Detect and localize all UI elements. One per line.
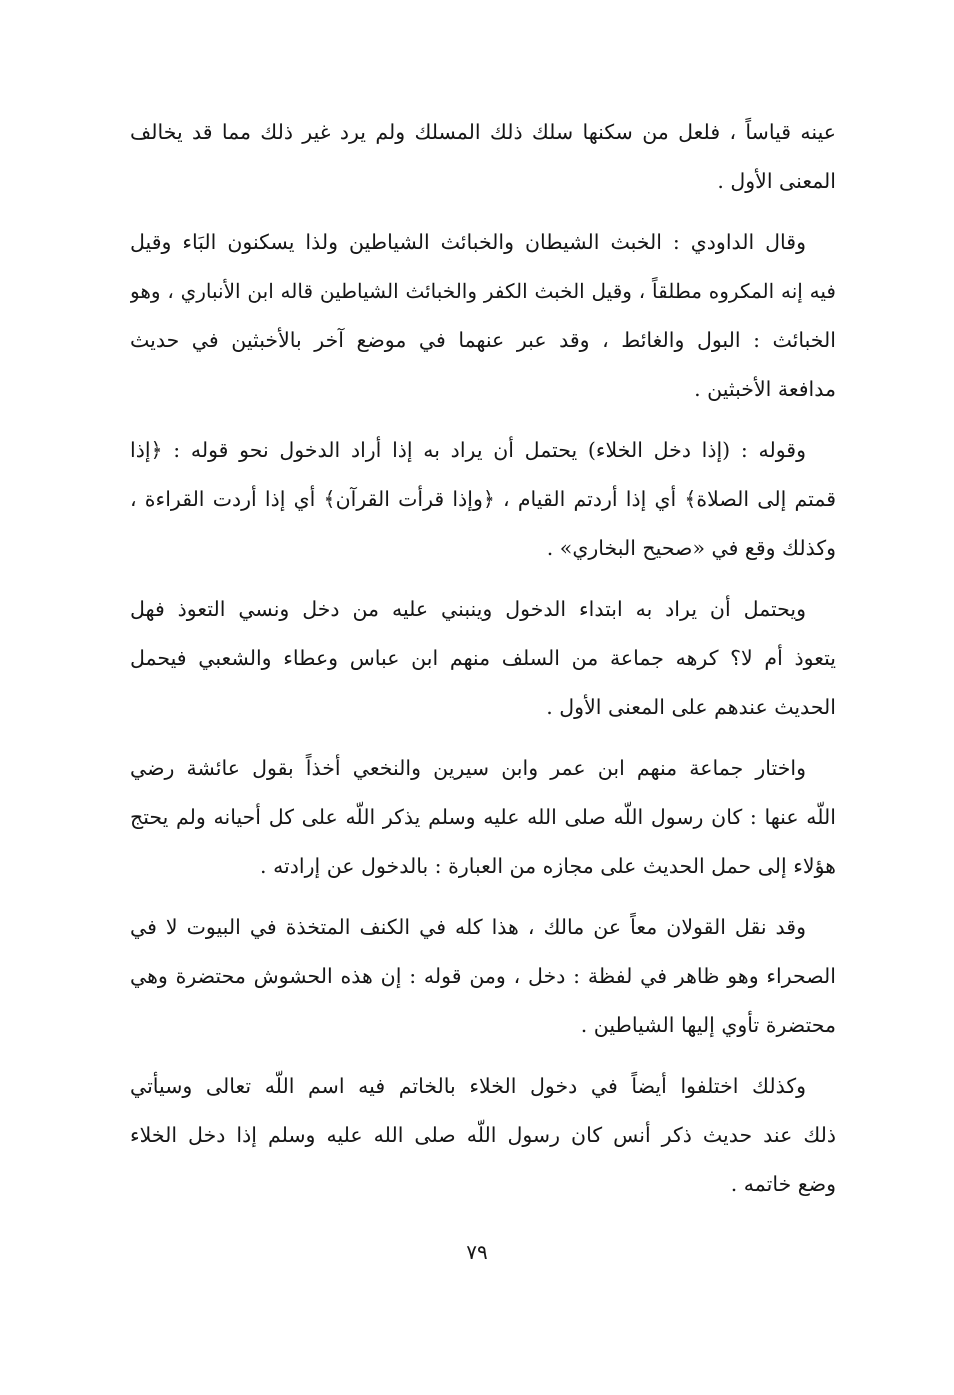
paragraph-6 (130, 903, 836, 1050)
page-number: ٧٩ (466, 1240, 488, 1264)
text-line: المعنى الأول . (717, 169, 836, 193)
text-line: فيه إنه المكروه مطلقاً ، وقيل الخبث الكفر والخبائث الشياطين قاله ابن الأنباري ، وهو (130, 279, 836, 303)
text-line: الحديث عندهم على المعنى الأول . (546, 695, 836, 719)
text-line: اللّه عنها : كان رسول اللّه صلى الله عليه وسلم يذكر اللّه على كل أحيانه ولم يحتج (130, 805, 836, 829)
text-line: محتضرة تأوي إليها الشياطين . (580, 1013, 836, 1037)
text-line: عينه قياساً ، فلعل من سكنها سلك ذلك المسلك ولم يرد غير ذلك مما قد يخالف (130, 120, 836, 144)
text-line: هؤلاء إلى حمل الحديث على مجازه من العبارة : بالدخول عن إرادته . (260, 854, 836, 878)
body-text (130, 108, 836, 1221)
paragraph-3 (130, 426, 836, 573)
paragraph-7 (130, 1062, 836, 1209)
text-line: وكذلك وقع في «صحيح البخاري» . (546, 536, 836, 560)
text-line: قمتم إلى الصلاة﴾ أي إذا أردتم القيام ، ﴿وإذا قرأت القرآن﴾ أي إذا أردت القراءة ، (130, 487, 836, 511)
text-line: وقال الداودي : الخبث الشيطان والخبائث الشياطين ولذا يسكنون البَاء وقيل (130, 230, 806, 254)
text-line: وضع خاتمه . (730, 1172, 836, 1196)
paragraph-4 (130, 585, 836, 732)
text-line: وكذلك اختلفوا أيضاً في دخول الخلاء بالخاتم فيه اسم اللّه تعالى وسيأتي (130, 1074, 806, 1098)
text-line: واختار جماعة منهم ابن عمر وابن سيرين والنخعي أخذاً بقول عائشة رضي (130, 756, 806, 780)
paragraph-2 (130, 218, 836, 414)
text-line: ذلك عند حديث ذكر أنس كان رسول اللّه صلى الله عليه وسلم إذا دخل الخلاء (130, 1123, 836, 1147)
text-line: يتعوذ أم لا؟ كرهه جماعة من السلف منهم ابن عباس وعطاء والشعبي فيحمل (130, 646, 836, 670)
paragraph-5 (130, 744, 836, 891)
paragraph-1 (130, 108, 836, 206)
text-line: الخبائث : البول والغائط ، وقد عبر عنهما في موضع آخر بالأخبثين في حديث (130, 328, 836, 352)
text-line: مدافعة الأخبثين . (694, 377, 836, 401)
text-line: الصحراء وهو ظاهر في لفظة : دخل ، ومن قوله : إن هذه الحشوش محتضرة وهي (130, 964, 836, 988)
text-line: وقوله : (إذا دخل الخلاء) يحتمل أن يراد به إذا أراد الدخول نحو قوله : ﴿إذا (130, 438, 806, 462)
text-line: ويحتمل أن يراد به ابتداء الدخول وينبني عليه من دخل ونسي التعوذ فهل (130, 597, 806, 621)
text-line: وقد نقل القولان معاً عن مالك ، هذا كله في الكنف المتخذة في البيوت لا في (130, 915, 806, 939)
